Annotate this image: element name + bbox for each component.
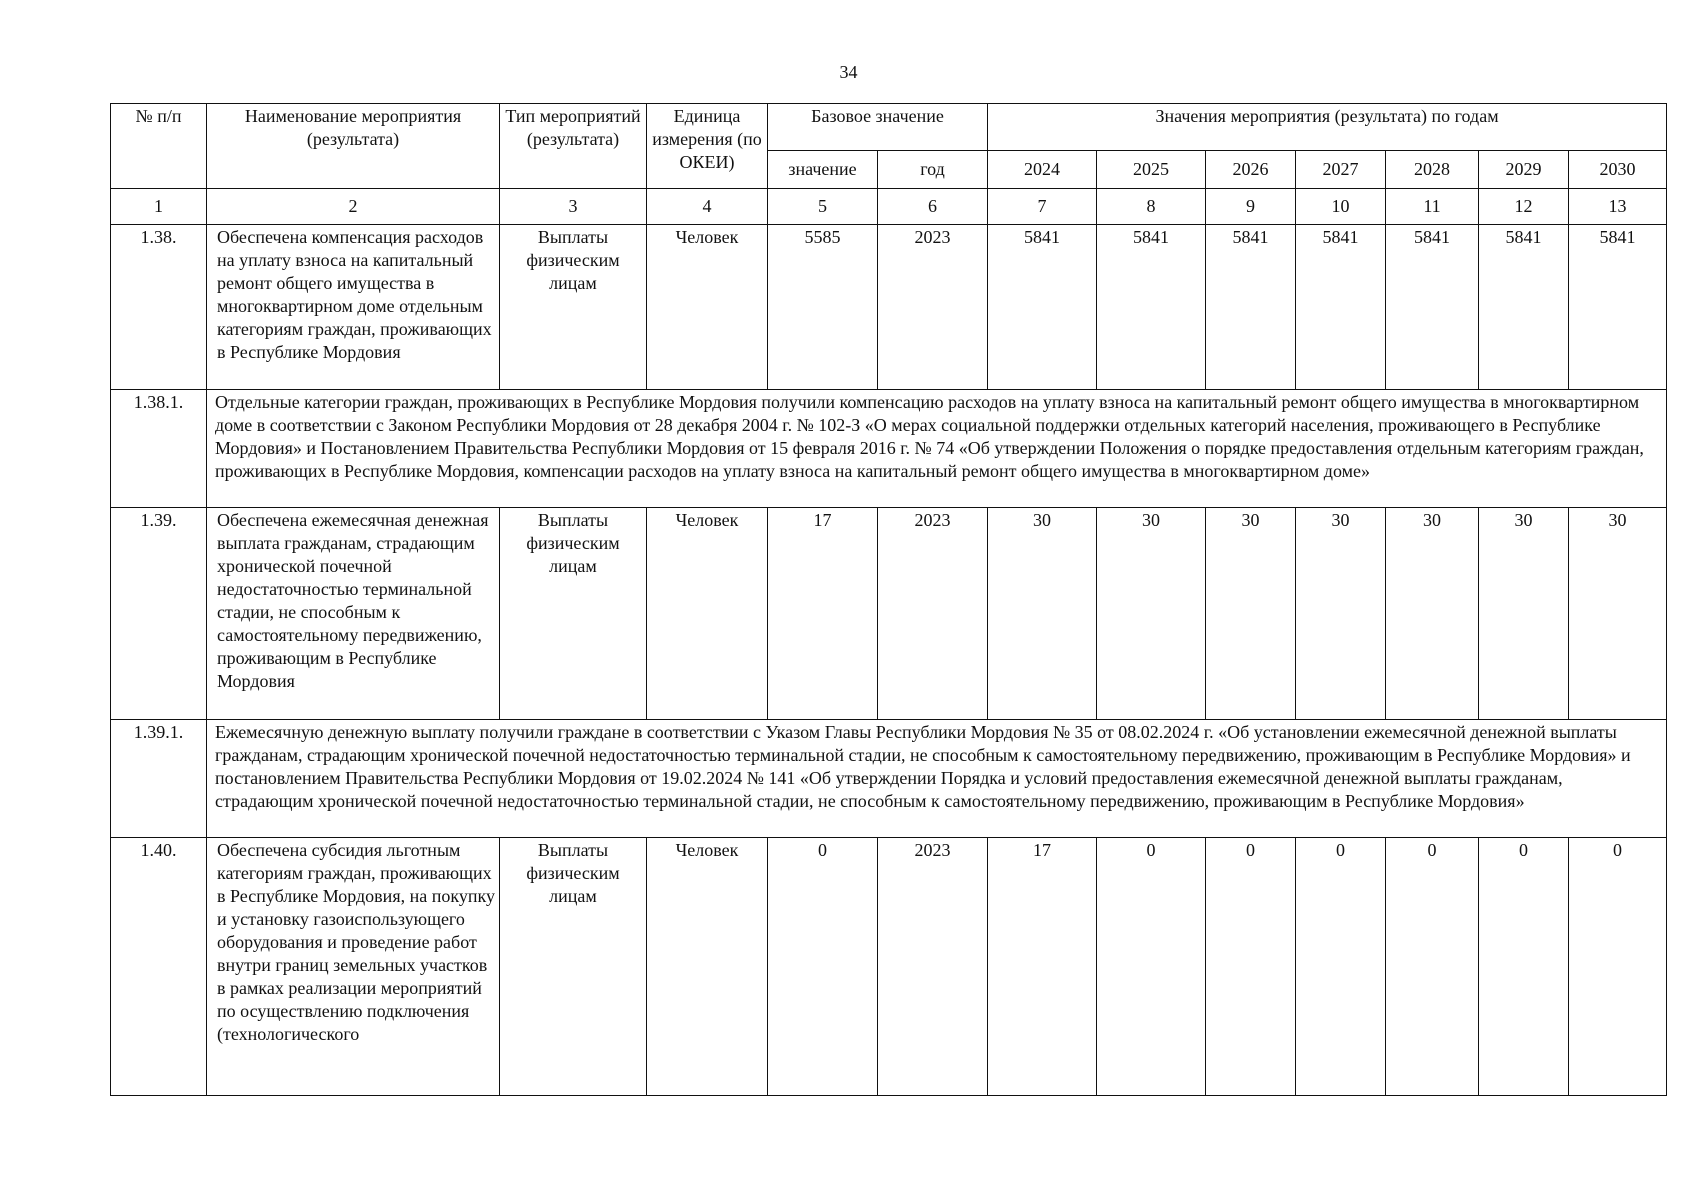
- row-year-value: 5841: [988, 225, 1097, 390]
- row-number: 1.38.: [111, 225, 207, 390]
- measures-table: [110, 103, 1667, 1096]
- column-number: 10: [1296, 189, 1386, 225]
- row-base-value: 17: [768, 508, 878, 720]
- row-year-value: 0: [1386, 838, 1479, 1096]
- header-year: 2024: [988, 151, 1097, 189]
- table-row: [111, 225, 1667, 390]
- row-unit: Человек: [647, 508, 768, 720]
- row-year-value: 30: [1296, 508, 1386, 720]
- header-year: 2030: [1569, 151, 1667, 189]
- column-number: 5: [768, 189, 878, 225]
- row-year-value: 5841: [1479, 225, 1569, 390]
- header-name: Наименование мероприятия (результата): [207, 104, 500, 189]
- table-row: [111, 508, 1667, 720]
- column-number: 9: [1206, 189, 1296, 225]
- column-number: 8: [1097, 189, 1206, 225]
- row-year-value: 5841: [1386, 225, 1479, 390]
- row-year-value: 5841: [1296, 225, 1386, 390]
- column-number: 13: [1569, 189, 1667, 225]
- row-base-year: 2023: [878, 838, 988, 1096]
- page-number: 34: [839, 62, 858, 82]
- header-unit: Единица измерения (по ОКЕИ): [647, 104, 768, 189]
- table-row: [111, 838, 1667, 1096]
- row-base-value: 0: [768, 838, 878, 1096]
- row-type: Выплаты физическим лицам: [500, 838, 647, 1096]
- row-type: Выплаты физическим лицам: [500, 225, 647, 390]
- column-numbers-row: [111, 189, 1667, 225]
- row-name: Обеспечена компенсация расходов на уплату взноса на капитальный ремонт общего имущества в многоквартирном доме отдельным категориям граждан, проживающих в Республике Мордовия: [207, 225, 500, 390]
- table-row-description: [111, 720, 1667, 838]
- column-number: 11: [1386, 189, 1479, 225]
- row-name: Обеспечена субсидия льготным категориям граждан, проживающих в Республике Мордовия, на покупку и установку газоиспользующего оборудования и проведение работ внутри границ земельных участков в рамках реализации мероприятий по осуществлению подключения (технологического: [207, 838, 500, 1096]
- table-row-description: [111, 390, 1667, 508]
- column-number: 1: [111, 189, 207, 225]
- header-year: 2028: [1386, 151, 1479, 189]
- row-year-value: 30: [1386, 508, 1479, 720]
- row-year-value: 0: [1206, 838, 1296, 1096]
- row-unit: Человек: [647, 838, 768, 1096]
- header-base-year: год: [878, 151, 988, 189]
- row-year-value: 17: [988, 838, 1097, 1096]
- header-year: 2025: [1097, 151, 1206, 189]
- row-description: Отдельные категории граждан, проживающих в Республике Мордовия получили компенсацию расходов на уплату взноса на капитальный ремонт общего имущества в многоквартирном доме в соответствии с Законом Республики Мордовия от 28 декабря 2004 г. № 102-З «О мерах социальной поддержки отдельных категорий населения, проживающего в Республике Мордовия» и Постановлением Правительства Республики Мордовия от 15 февраля 2016 г. № 74 «Об утверждении Положения о порядке предоставления отдельным категориям граждан, проживающих в Республике Мордовия, компенсации расходов на уплату взноса на капитальный ремонт общего имущества в многоквартирном доме»: [207, 390, 1667, 508]
- header-row-1: [111, 104, 1667, 151]
- header-year: 2027: [1296, 151, 1386, 189]
- row-year-value: 5841: [1206, 225, 1296, 390]
- row-year-value: 0: [1569, 838, 1667, 1096]
- column-number: 2: [207, 189, 500, 225]
- row-type: Выплаты физическим лицам: [500, 508, 647, 720]
- row-year-value: 30: [1097, 508, 1206, 720]
- row-number: 1.38.1.: [111, 390, 207, 508]
- column-number: 12: [1479, 189, 1569, 225]
- row-name: Обеспечена ежемесячная денежная выплата гражданам, страдающим хронической почечной недостаточностью терминальной стадии, не способным к самостоятельному передвижению, проживающим в Республике Мордовия: [207, 508, 500, 720]
- header-base-value: значение: [768, 151, 878, 189]
- row-year-value: 30: [988, 508, 1097, 720]
- row-year-value: 0: [1479, 838, 1569, 1096]
- row-year-value: 30: [1206, 508, 1296, 720]
- row-number: 1.39.: [111, 508, 207, 720]
- header-type: Тип мероприятий (результата): [500, 104, 647, 189]
- row-base-year: 2023: [878, 225, 988, 390]
- row-number: 1.40.: [111, 838, 207, 1096]
- row-year-value: 5841: [1097, 225, 1206, 390]
- header-by-years: Значения мероприятия (результата) по годам: [988, 104, 1667, 151]
- column-number: 7: [988, 189, 1097, 225]
- column-number: 4: [647, 189, 768, 225]
- row-year-value: 0: [1296, 838, 1386, 1096]
- row-base-year: 2023: [878, 508, 988, 720]
- column-number: 3: [500, 189, 647, 225]
- row-year-value: 5841: [1569, 225, 1667, 390]
- header-year: 2026: [1206, 151, 1296, 189]
- row-number: 1.39.1.: [111, 720, 207, 838]
- header-num: № п/п: [111, 104, 207, 189]
- row-description: Ежемесячную денежную выплату получили граждане в соответствии с Указом Главы Республики Мордовия № 35 от 08.02.2024 г. «Об установлении ежемесячной денежной выплаты гражданам, страдающим хронической почечной недостаточностью терминальной стадии, не способным к самостоятельному передвижению, проживающим в Республике Мордовия» и постановлением Правительства Республики Мордовия от 19.02.2024 № 141 «Об утверждении Порядка и условий предоставления ежемесячной денежной выплаты гражданам, страдающим хронической почечной недостаточностью терминальной стадии, не способным к самостоятельному передвижению, проживающим в Республике Мордовия»: [207, 720, 1667, 838]
- row-base-value: 5585: [768, 225, 878, 390]
- column-number: 6: [878, 189, 988, 225]
- row-year-value: 0: [1097, 838, 1206, 1096]
- row-year-value: 30: [1479, 508, 1569, 720]
- row-year-value: 30: [1569, 508, 1667, 720]
- row-unit: Человек: [647, 225, 768, 390]
- header-base: Базовое значение: [768, 104, 988, 151]
- header-year: 2029: [1479, 151, 1569, 189]
